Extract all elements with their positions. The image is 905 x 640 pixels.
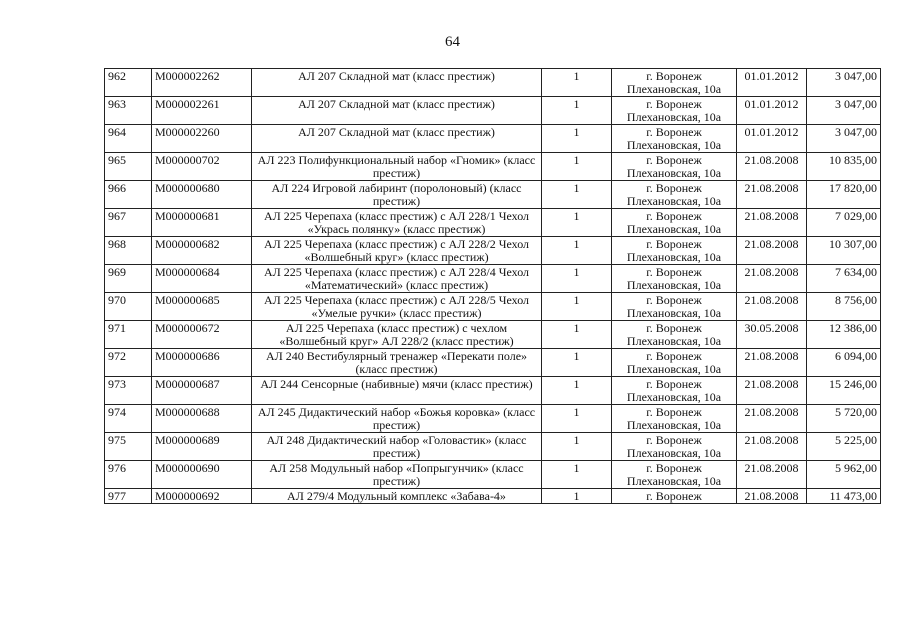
table-row (105, 489, 881, 504)
location-city: г. Воронеж (646, 321, 702, 335)
quantity: 1 (542, 125, 612, 153)
table-row (105, 377, 881, 405)
location-street: Плехановская, 10а (626, 82, 722, 96)
quantity: 1 (542, 461, 612, 489)
inventory-code: M000000690 (152, 461, 252, 489)
location-city: г. Воронеж (646, 293, 702, 307)
location (612, 265, 737, 293)
date: 01.01.2012 (737, 125, 807, 153)
inventory-code: M000000685 (152, 293, 252, 321)
inventory-code: M000000680 (152, 181, 252, 209)
location (612, 181, 737, 209)
location-city: г. Воронеж (646, 489, 702, 503)
location-city: г. Воронеж (646, 461, 702, 475)
cost: 15 246,00 (807, 377, 881, 405)
location-city: г. Воронеж (646, 153, 702, 167)
table-row (105, 97, 881, 125)
row-number: 974 (105, 405, 152, 433)
location-street: Плехановская, 10а (626, 222, 722, 236)
date: 21.08.2008 (737, 461, 807, 489)
location (612, 97, 737, 125)
location-city: г. Воронеж (646, 97, 702, 111)
location-street: Плехановская, 10а (626, 166, 722, 180)
date: 21.08.2008 (737, 489, 807, 504)
item-name: АЛ 258 Модульный набор «Попрыгунчик» (класс престиж) (252, 461, 542, 489)
quantity: 1 (542, 349, 612, 377)
quantity: 1 (542, 69, 612, 97)
quantity: 1 (542, 489, 612, 504)
quantity: 1 (542, 293, 612, 321)
location-city: г. Воронеж (646, 405, 702, 419)
date: 30.05.2008 (737, 321, 807, 349)
item-name: АЛ 279/4 Модульный комплекс «Забава-4» (252, 489, 542, 504)
location-city: г. Воронеж (646, 69, 702, 83)
quantity: 1 (542, 265, 612, 293)
row-number: 972 (105, 349, 152, 377)
date: 21.08.2008 (737, 265, 807, 293)
inventory-table-body (105, 69, 881, 504)
location (612, 293, 737, 321)
cost: 5 720,00 (807, 405, 881, 433)
location-street: Плехановская, 10а (626, 446, 722, 460)
item-name: АЛ 225 Черепаха (класс престиж) с АЛ 228/1 Чехол «Укрась полянку» (класс престиж) (252, 209, 542, 237)
row-number: 966 (105, 181, 152, 209)
inventory-code: M000000672 (152, 321, 252, 349)
inventory-code: M000000689 (152, 433, 252, 461)
quantity: 1 (542, 377, 612, 405)
inventory-code: M000000692 (152, 489, 252, 504)
item-name: АЛ 248 Дидактический набор «Головастик» (класс престиж) (252, 433, 542, 461)
location (612, 237, 737, 265)
table-row (105, 293, 881, 321)
location-street: Плехановская, 10а (626, 418, 722, 432)
quantity: 1 (542, 209, 612, 237)
location-street: Плехановская, 10а (626, 474, 722, 488)
table-row (105, 405, 881, 433)
inventory-code: M000000702 (152, 153, 252, 181)
item-name: АЛ 240 Вестибулярный тренажер «Перекати поле» (класс престиж) (252, 349, 542, 377)
cost: 5 225,00 (807, 433, 881, 461)
item-name: АЛ 224 Игровой лабиринт (поролоновый) (класс престиж) (252, 181, 542, 209)
item-name: АЛ 207 Складной мат (класс престиж) (252, 125, 542, 153)
location-city: г. Воронеж (646, 377, 702, 391)
location-street: Плехановская, 10а (626, 306, 722, 320)
inventory-code: M000000686 (152, 349, 252, 377)
cost: 3 047,00 (807, 97, 881, 125)
date: 21.08.2008 (737, 349, 807, 377)
item-name: АЛ 225 Черепаха (класс престиж) с АЛ 228/4 Чехол «Математический» (класс престиж) (252, 265, 542, 293)
cost: 7 029,00 (807, 209, 881, 237)
location-city: г. Воронеж (646, 349, 702, 363)
date: 21.08.2008 (737, 433, 807, 461)
inventory-code: M000002260 (152, 125, 252, 153)
table-row (105, 237, 881, 265)
location-city: г. Воронеж (646, 433, 702, 447)
quantity: 1 (542, 181, 612, 209)
inventory-code: M000000681 (152, 209, 252, 237)
cost: 3 047,00 (807, 125, 881, 153)
quantity: 1 (542, 237, 612, 265)
table-row (105, 433, 881, 461)
location-street: Плехановская, 10а (626, 390, 722, 404)
row-number: 973 (105, 377, 152, 405)
location (612, 209, 737, 237)
location-street: Плехановская, 10а (626, 138, 722, 152)
location-city: г. Воронеж (646, 209, 702, 223)
table-row (105, 321, 881, 349)
date: 21.08.2008 (737, 405, 807, 433)
inventory-code: M000002262 (152, 69, 252, 97)
table-row (105, 69, 881, 97)
quantity: 1 (542, 97, 612, 125)
location (612, 489, 737, 504)
location-city: г. Воронеж (646, 265, 702, 279)
page-number: 64 (445, 34, 460, 50)
date: 21.08.2008 (737, 209, 807, 237)
location (612, 405, 737, 433)
table-row (105, 265, 881, 293)
date: 21.08.2008 (737, 237, 807, 265)
row-number: 962 (105, 69, 152, 97)
item-name: АЛ 207 Складной мат (класс престиж) (252, 97, 542, 125)
row-number: 975 (105, 433, 152, 461)
cost: 8 756,00 (807, 293, 881, 321)
table-row (105, 461, 881, 489)
date: 21.08.2008 (737, 377, 807, 405)
location-street: Плехановская, 10а (626, 278, 722, 292)
row-number: 965 (105, 153, 152, 181)
cost: 10 307,00 (807, 237, 881, 265)
date: 21.08.2008 (737, 293, 807, 321)
quantity: 1 (542, 153, 612, 181)
item-name: АЛ 245 Дидактический набор «Божья коровка» (класс престиж) (252, 405, 542, 433)
row-number: 967 (105, 209, 152, 237)
location-street: Плехановская, 10а (626, 194, 722, 208)
location-city: г. Воронеж (646, 237, 702, 251)
location (612, 69, 737, 97)
location (612, 349, 737, 377)
location-city: г. Воронеж (646, 181, 702, 195)
row-number: 963 (105, 97, 152, 125)
inventory-table (104, 68, 881, 504)
item-name: АЛ 244 Сенсорные (набивные) мячи (класс престиж) (252, 377, 542, 405)
row-number: 968 (105, 237, 152, 265)
cost: 5 962,00 (807, 461, 881, 489)
date: 21.08.2008 (737, 181, 807, 209)
location-city: г. Воронеж (646, 125, 702, 139)
location (612, 377, 737, 405)
item-name: АЛ 223 Полифункциональный набор «Гномик» (класс престиж) (252, 153, 542, 181)
quantity: 1 (542, 321, 612, 349)
date: 01.01.2012 (737, 97, 807, 125)
cost: 10 835,00 (807, 153, 881, 181)
row-number: 971 (105, 321, 152, 349)
cost: 17 820,00 (807, 181, 881, 209)
inventory-code: M000002261 (152, 97, 252, 125)
cost: 7 634,00 (807, 265, 881, 293)
row-number: 964 (105, 125, 152, 153)
table-row (105, 125, 881, 153)
location-street: Плехановская, 10а (626, 362, 722, 376)
table-row (105, 349, 881, 377)
table-row (105, 209, 881, 237)
row-number: 977 (105, 489, 152, 504)
inventory-code: M000000684 (152, 265, 252, 293)
row-number: 970 (105, 293, 152, 321)
item-name: АЛ 207 Складной мат (класс престиж) (252, 69, 542, 97)
item-name: АЛ 225 Черепаха (класс престиж) с АЛ 228/2 Чехол «Волшебный круг» (класс престиж) (252, 237, 542, 265)
item-name: АЛ 225 Черепаха (класс престиж) с АЛ 228/5 Чехол «Умелые ручки» (класс престиж) (252, 293, 542, 321)
location (612, 153, 737, 181)
date: 01.01.2012 (737, 69, 807, 97)
inventory-code: M000000687 (152, 377, 252, 405)
row-number: 969 (105, 265, 152, 293)
location (612, 433, 737, 461)
cost: 6 094,00 (807, 349, 881, 377)
location (612, 125, 737, 153)
location-street: Плехановская, 10а (626, 334, 722, 348)
table-row (105, 153, 881, 181)
location-street: Плехановская, 10а (626, 250, 722, 264)
quantity: 1 (542, 433, 612, 461)
location-street: Плехановская, 10а (626, 110, 722, 124)
inventory-code: M000000682 (152, 237, 252, 265)
quantity: 1 (542, 405, 612, 433)
inventory-code: M000000688 (152, 405, 252, 433)
item-name: АЛ 225 Черепаха (класс престиж) с чехлом «Волшебный круг» АЛ 228/2 (класс престиж) (252, 321, 542, 349)
location (612, 321, 737, 349)
cost: 11 473,00 (807, 489, 881, 504)
date: 21.08.2008 (737, 153, 807, 181)
location (612, 461, 737, 489)
cost: 3 047,00 (807, 69, 881, 97)
cost: 12 386,00 (807, 321, 881, 349)
row-number: 976 (105, 461, 152, 489)
table-row (105, 181, 881, 209)
